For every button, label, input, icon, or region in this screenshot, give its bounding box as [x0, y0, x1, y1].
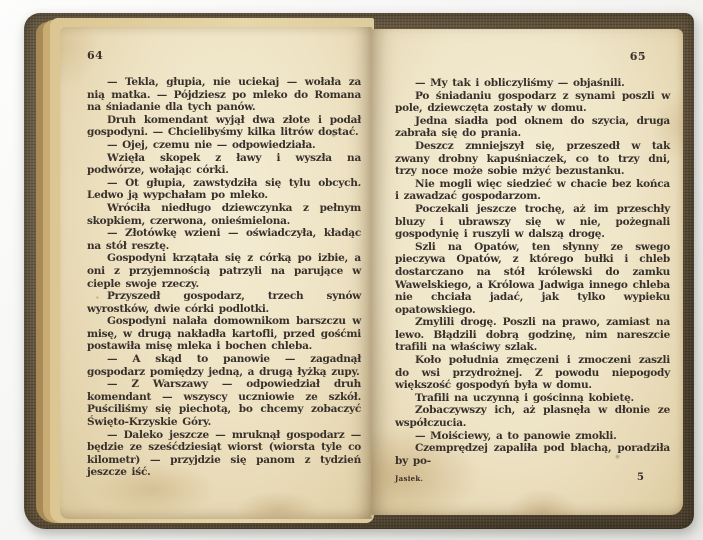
paragraph: — My tak i obliczyliśmy — objaśnili.: [415, 77, 625, 89]
paragraph: Po śniadaniu gospodarz z synami poszli w pole, dziewczęta zostały w domu.: [395, 89, 670, 115]
paragraph: — Daleko jeszcze — mruknął gospodarz — będzie ze sześćdziesiąt wiorst (wiorsta tyle co kilometr) — przyjdzie się panom z tydzień jeszcze iść.: [87, 428, 361, 479]
paragraph: Trafili na uczynną i gościnną kobietę.: [415, 391, 634, 404]
paragraph: Koło południa zmęczeni i zmoczeni zaszli do wsi przydrożnej. Z powodu niepogody większość gospodyń była w domu.: [395, 354, 670, 392]
paragraph: — Moiściewy, a to panowie zmokli.: [415, 429, 617, 442]
paragraph: Czemprędzej zapaliła pod blachą, poradziła by po-: [395, 442, 670, 467]
right-page-text: [395, 77, 670, 467]
right-page: [371, 29, 683, 515]
paragraph: — Ot głupia, zawstydziła się tylu obcych. Ledwo ją wypchałam po mleko.: [87, 176, 361, 202]
paragraph: Poczekali jeszcze trochę, aż im przeschły bluzy i ubrawszy się w nie, pożegnali gospodynię i ruszyli w dalszą drogę.: [395, 202, 670, 241]
paragraph: Nie mogli więc siedzieć w chacie bez końca i zawadzać gospodarzom.: [395, 177, 670, 203]
paragraph: Szli na Opatów, ten słynny ze swego pieczywa Opatów, z którego bułki i chleb dostarczano na stół królewski do zamku Wawelskiego, a Królowa Jadwiga innego chleba nie chciała jadać, jak tylko wypieku opatowskiego.: [395, 240, 670, 316]
paragraph: Zmylili drogę. Poszli na prawo, zamiast na lewo. Błądzili dobrą godzinę, nim nareszcie trafili na właściwy szlak.: [395, 316, 670, 354]
page-number-right: 65: [629, 50, 646, 63]
paragraph: Gospodyni nalała domownikom barszczu w misę, w drugą nakładła kartofli, przed gośćmi postawiła misę mleka i bochen chleba.: [87, 315, 361, 353]
paragraph: Wróciła niedługo dziewczynka z pełnym skopkiem, czerwona, onieśmielona.: [87, 201, 361, 227]
paragraph: — Z Warszawy — odpowiedział druh komendant — wszyscy uczniowie ze szkół. Puściliśmy się piechotą, bo chcemy zobaczyć Święto-Krzyskie Góry.: [87, 378, 361, 429]
paragraph: Wzięła skopek z ławy i wyszła na podwórze, wołając córki.: [87, 151, 361, 177]
paragraph: Zobaczywszy ich, aż plasnęła w dłonie ze współczucia.: [395, 404, 670, 430]
paragraph: — Tekla, głupia, nie uciekaj — wołała za nią matka. — Pójdziesz po mleko do Romana na śniadanie dla tych panów.: [87, 76, 361, 114]
paragraph: Jedna siadła pod oknem do szycia, druga zabrała się do prania.: [395, 114, 670, 140]
paragraph: — Ojej, czemu nie — odpowiedziała.: [107, 138, 316, 151]
paragraph: Przyszedł gospodarz, trzech synów wyrostków, dwie córki podlotki.: [87, 290, 361, 315]
paragraph: Gospodyni krzątała się z córką po izbie, a oni z przyjemnością patrzyli na parujące w cieple swoje rzeczy.: [87, 252, 361, 290]
page-number-left: 64: [87, 49, 104, 62]
signature-mark: Jasiek.: [395, 474, 424, 484]
book: [24, 13, 694, 529]
left-page-text: [87, 76, 361, 479]
page-footer: [395, 472, 670, 483]
paragraph: — Złotówkę wzieni — oświadczyła, kładąc na stół resztę.: [87, 227, 361, 252]
paragraph: Druh komendant wyjął dwa złote i podał gospodyni. — Chcielibyśmy kilka litrów dostać.: [87, 113, 361, 139]
paragraph: — A skąd to panowie — zagadnął gospodarz pomiędzy jedną, a drugą łyżką zupy.: [87, 353, 361, 378]
left-page: [60, 27, 371, 519]
paragraph: Deszcz zmniejszył się, przeszedł w tak zwany drobny kapuśniaczek, co to trzy dni, trzy noce może sobie mżyć bezustanku.: [395, 139, 670, 178]
sheet-number: 5: [637, 472, 644, 484]
